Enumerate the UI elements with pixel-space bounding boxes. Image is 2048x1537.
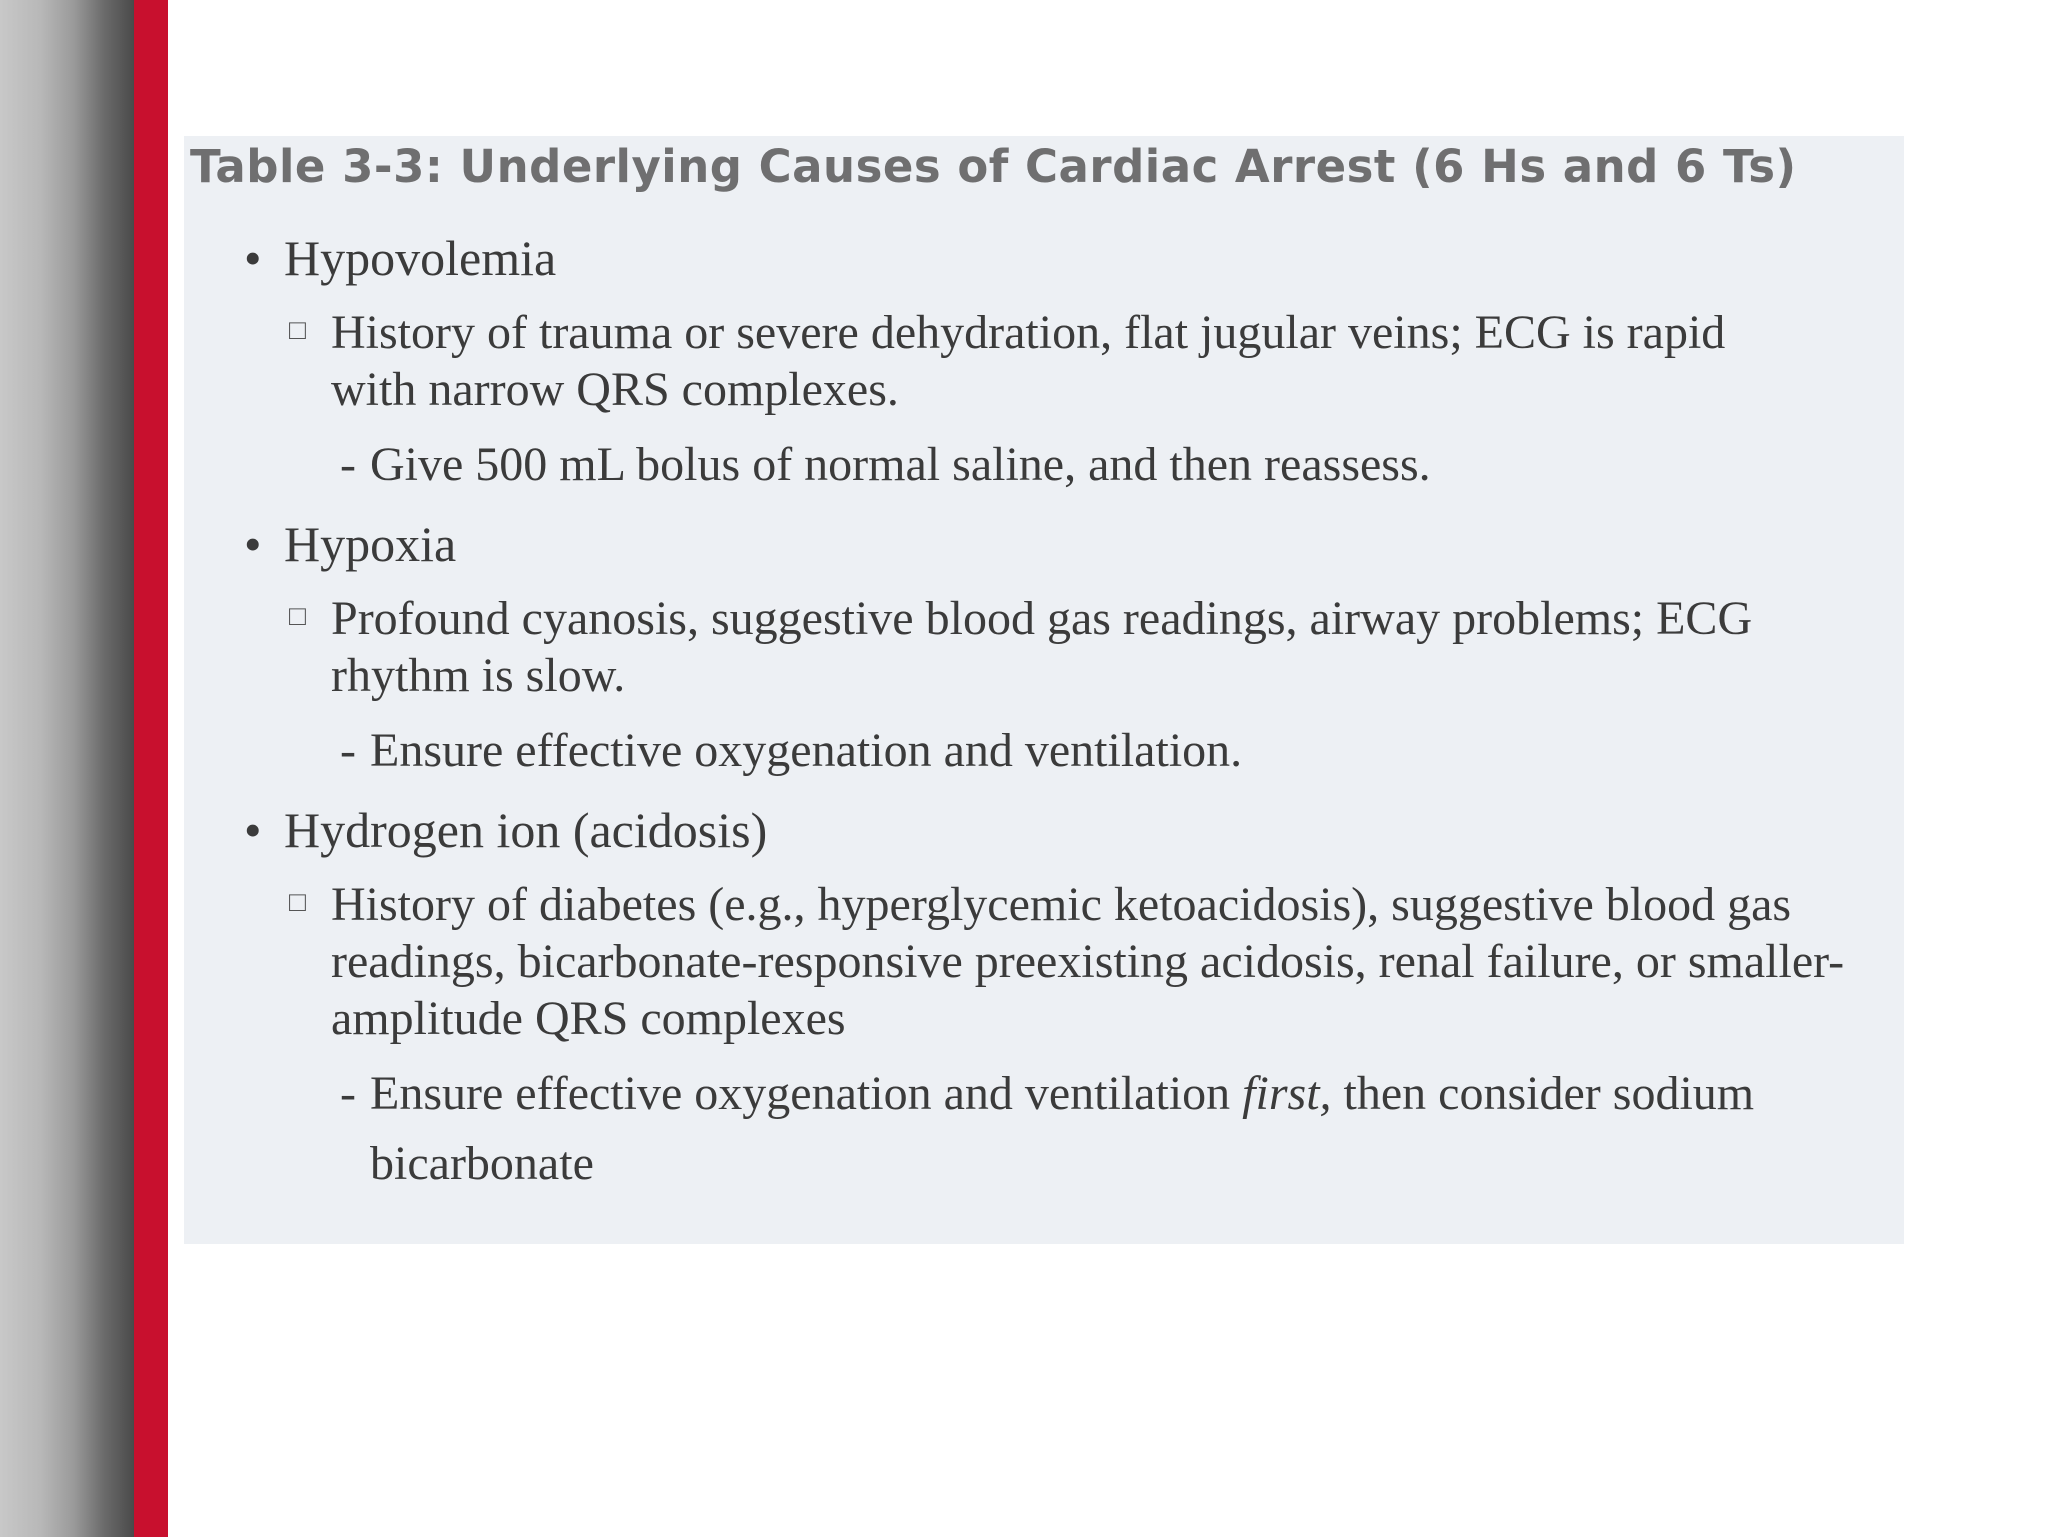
cause-item — [240, 228, 1900, 288]
finding-text: Profound cyanosis, suggestive blood gas readings, airway problems; ECG rhythm is slow. — [331, 592, 1753, 702]
cause-action — [340, 1059, 1790, 1199]
cause-finding — [289, 304, 1791, 418]
cause-action — [340, 716, 1900, 786]
cause-item — [240, 800, 1900, 860]
cause-finding — [289, 876, 1891, 1047]
action-text: Ensure effective oxygenation and ventilation. — [370, 724, 1243, 777]
left-gray-bar — [0, 0, 134, 1537]
red-accent-stripe — [134, 0, 168, 1537]
table-title: Table 3-3: Underlying Causes of Cardiac Arrest (6 Hs and 6 Ts) — [190, 140, 1797, 193]
action-text-start: Ensure effective oxygenation and ventilation — [370, 1067, 1243, 1120]
dash-icon: - — [340, 438, 356, 491]
cause-item — [240, 514, 1900, 574]
cause-action — [340, 430, 1900, 500]
cause-name: Hypoxia — [284, 516, 457, 572]
dash-icon: - — [340, 1067, 356, 1120]
causes-list — [240, 228, 1900, 1199]
action-text: Give 500 mL bolus of normal saline, and then reassess. — [370, 438, 1431, 491]
finding-text: History of trauma or severe dehydration, flat jugular veins; ECG is rapid with narrow QRS complexes. — [331, 306, 1726, 416]
square-bullet-icon: □ — [289, 315, 306, 346]
finding-text: History of diabetes (e.g., hyperglycemic ketoacidosis), suggestive blood gas readings, bicarbonate-responsive preexisting acidosis, renal failure, or smaller-amplitude QRS complexes — [331, 878, 1845, 1045]
square-bullet-icon: □ — [289, 887, 306, 918]
dash-icon: - — [340, 724, 356, 777]
bullet-icon: • — [244, 802, 262, 858]
square-bullet-icon: □ — [289, 601, 306, 632]
cause-finding — [289, 590, 1811, 704]
action-text-end: then consider sodium bicarbonate — [370, 1067, 1755, 1190]
cause-name: Hypovolemia — [284, 230, 557, 286]
bullet-icon: • — [244, 230, 262, 286]
action-emphasis: first, — [1242, 1067, 1332, 1120]
bullet-icon: • — [244, 516, 262, 572]
cause-name: Hydrogen ion (acidosis) — [284, 802, 768, 858]
